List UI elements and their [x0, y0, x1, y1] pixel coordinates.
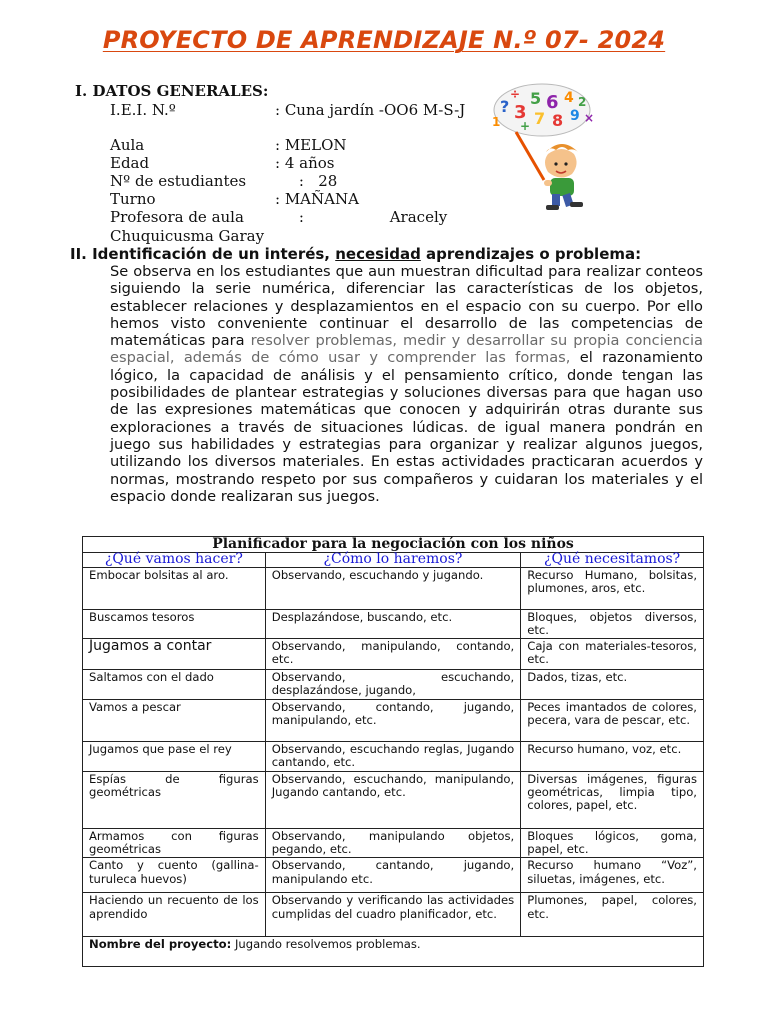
cell-que: Jugamos que pase el rey: [83, 742, 266, 772]
net-number: 1: [492, 115, 501, 129]
data-value: : Aracely: [275, 208, 448, 226]
project-name-value: Jugando resolvemos problemas.: [231, 937, 421, 952]
cell-como: Observando, manipulando objetos, pegando, etc.: [265, 828, 521, 858]
planner-table: [82, 536, 704, 967]
data-row-profesora: [110, 208, 447, 226]
cell-necesitamos: Recurso humano, voz, etc.: [521, 742, 704, 772]
cell-que: Haciendo un recuento de los aprendido: [83, 893, 266, 937]
data-label: Chuquicusma Garay: [110, 227, 265, 245]
table-row: [83, 771, 704, 828]
paragraph-text: el razonamiento lógico, la capacidad de análisis y el pensamiento crítico, donde tengan las posibilidades de plantear estrategias y soluciones diversas para que hagan uso de las expresiones matemáticas que conocen y adquirirán otras durante sus exploraciones a través de situaciones lúdicas. de igual manera pondrán en juego sus habilidades y estrategias para organizar y realizar algunos juegos, utilizando los diversos materiales. En estas actividades practicaran acuerdos y normas, mostrando respeto por sus compañeros y cuidaran los materiales y el espacio donde realizaran sus juegos.: [110, 349, 703, 505]
data-label: Aula: [110, 136, 145, 154]
table-row: [83, 639, 704, 670]
net-number: 9: [570, 108, 580, 124]
cell-como: Observando, cantando, jugando, manipulando etc.: [265, 858, 521, 893]
boy-with-number-net-icon: [486, 82, 606, 214]
data-label: Nº de estudiantes: [110, 172, 247, 190]
cell-necesitamos: Recurso Humano, bolsitas, plumones, aros, etc.: [521, 567, 704, 609]
table-row: [83, 567, 704, 609]
data-row-estudiantes: [110, 172, 337, 190]
data-value: : 4 años: [275, 154, 335, 172]
net-number: ?: [500, 97, 510, 116]
net-number: +: [520, 119, 531, 133]
data-value: : MAÑANA: [275, 190, 359, 208]
net-number: 8: [552, 111, 564, 130]
header-como: ¿Cómo lo haremos?: [265, 553, 521, 567]
net-number: ×: [584, 111, 595, 125]
net-number: 5: [530, 89, 542, 108]
heading-part: aprendizajes o problema:: [420, 245, 642, 263]
cell-como: Observando, escuchando y jugando.: [265, 567, 521, 609]
cell-necesitamos: Dados, tizas, etc.: [521, 670, 704, 700]
interest-paragraph: [110, 263, 703, 505]
data-value: : MELON: [275, 136, 347, 154]
net-number: 4: [564, 90, 574, 106]
data-row-edad: [110, 154, 334, 172]
cell-necesitamos: Recurso humano “Voz”, siluetas, imágenes, etc.: [521, 858, 704, 893]
section-interest-heading: [70, 245, 641, 263]
section-general-heading: I. DATOS GENERALES:: [75, 82, 269, 100]
cell-como: Desplazándose, buscando, etc.: [265, 609, 521, 639]
data-label: Turno: [110, 190, 156, 208]
cell-como: Observando, manipulando, contando, etc.: [265, 639, 521, 670]
cell-que: Armamos con figuras geométricas: [83, 828, 266, 858]
cell-que: Espías de figuras geométricas: [83, 771, 266, 828]
table-row: [83, 828, 704, 858]
table-row: [83, 893, 704, 937]
net-number: 2: [578, 95, 587, 109]
cell-que: Buscamos tesoros: [83, 609, 266, 639]
data-label: I.E.I. N.º: [110, 101, 176, 119]
data-value: : 28: [275, 172, 338, 190]
header-que: ¿Qué vamos hacer?: [83, 553, 266, 567]
cell-como: Observando, escuchando, manipulando, Jugando cantando, etc.: [265, 771, 521, 828]
data-row-turno: [110, 190, 359, 208]
planner-header-row: [83, 553, 704, 567]
table-row: [83, 858, 704, 893]
net-number: 6: [546, 92, 559, 113]
table-row: [83, 670, 704, 700]
cell-como: Observando, escuchando, desplazándose, jugando,: [265, 670, 521, 700]
cell-que: Canto y cuento (gallina-turuleca huevos): [83, 858, 266, 893]
net-number: 3: [514, 102, 527, 123]
cell-que: Saltamos con el dado: [83, 670, 266, 700]
table-row: [83, 700, 704, 742]
table-row: [83, 742, 704, 772]
paragraph-gray-text: resolver problemas, medir y desarrollar su propia conciencia espacial, además de cómo usar y comprender las formas,: [110, 332, 703, 367]
planner-caption: Planificador para la negociación con los niños: [83, 537, 704, 553]
data-row-profesora-cont: [110, 227, 264, 245]
data-value: : Cuna jardín -OO6 M-S-J: [275, 101, 466, 119]
cell-como: Observando, contando, jugando, manipulando, etc.: [265, 700, 521, 742]
cell-como: Observando y verificando las actividades cumplidas del cuadro planificador, etc.: [265, 893, 521, 937]
table-row: [83, 609, 704, 639]
cell-necesitamos: Diversas imágenes, figuras geométricas, limpia tipo, colores, papel, etc.: [521, 771, 704, 828]
cell-necesitamos: Bloques, objetos diversos, etc.: [521, 609, 704, 639]
page-title: PROYECTO DE APRENDIZAJE N.º 07- 2024: [102, 26, 666, 54]
data-label: Edad: [110, 154, 150, 172]
cell-necesitamos: Plumones, papel, colores, etc.: [521, 893, 704, 937]
cell-necesitamos: Bloques lógicos, goma, papel, etc.: [521, 828, 704, 858]
data-row-aula: [110, 136, 347, 154]
cell-necesitamos: Caja con materiales-tesoros, etc.: [521, 639, 704, 670]
cell-que: Jugamos a contar: [83, 639, 266, 670]
project-name-label: Nombre del proyecto:: [89, 937, 232, 952]
project-name-cell: [83, 937, 704, 967]
cell-necesitamos: Peces imantados de colores, pecera, vara de pescar, etc.: [521, 700, 704, 742]
cell-que: Embocar bolsitas al aro.: [83, 567, 266, 609]
data-label: Profesora de aula: [110, 208, 244, 226]
header-necesitamos: ¿Qué necesitamos?: [521, 553, 704, 567]
net-number: ÷: [510, 87, 521, 101]
planner-footer-row: [83, 937, 704, 967]
heading-underlined: necesidad: [335, 245, 421, 263]
heading-part: II. Identificación de un interés,: [70, 245, 336, 263]
cell-que: Vamos a pescar: [83, 700, 266, 742]
data-row-iei: [110, 101, 465, 119]
cell-como: Observando, escuchando reglas, Jugando cantando, etc.: [265, 742, 521, 772]
paragraph-text: Se observa en los estudiantes que aun muestran dificultad para realizar conteos siguiendo la serie numérica, diferenciar las características de los objetos, establecer relaciones y desplazamientos en el espacio con su cuerpo. Por ello hemos visto conveniente continuar el desarrollo de las competencias de matemáticas para: [110, 263, 703, 350]
net-number: 7: [534, 109, 546, 128]
